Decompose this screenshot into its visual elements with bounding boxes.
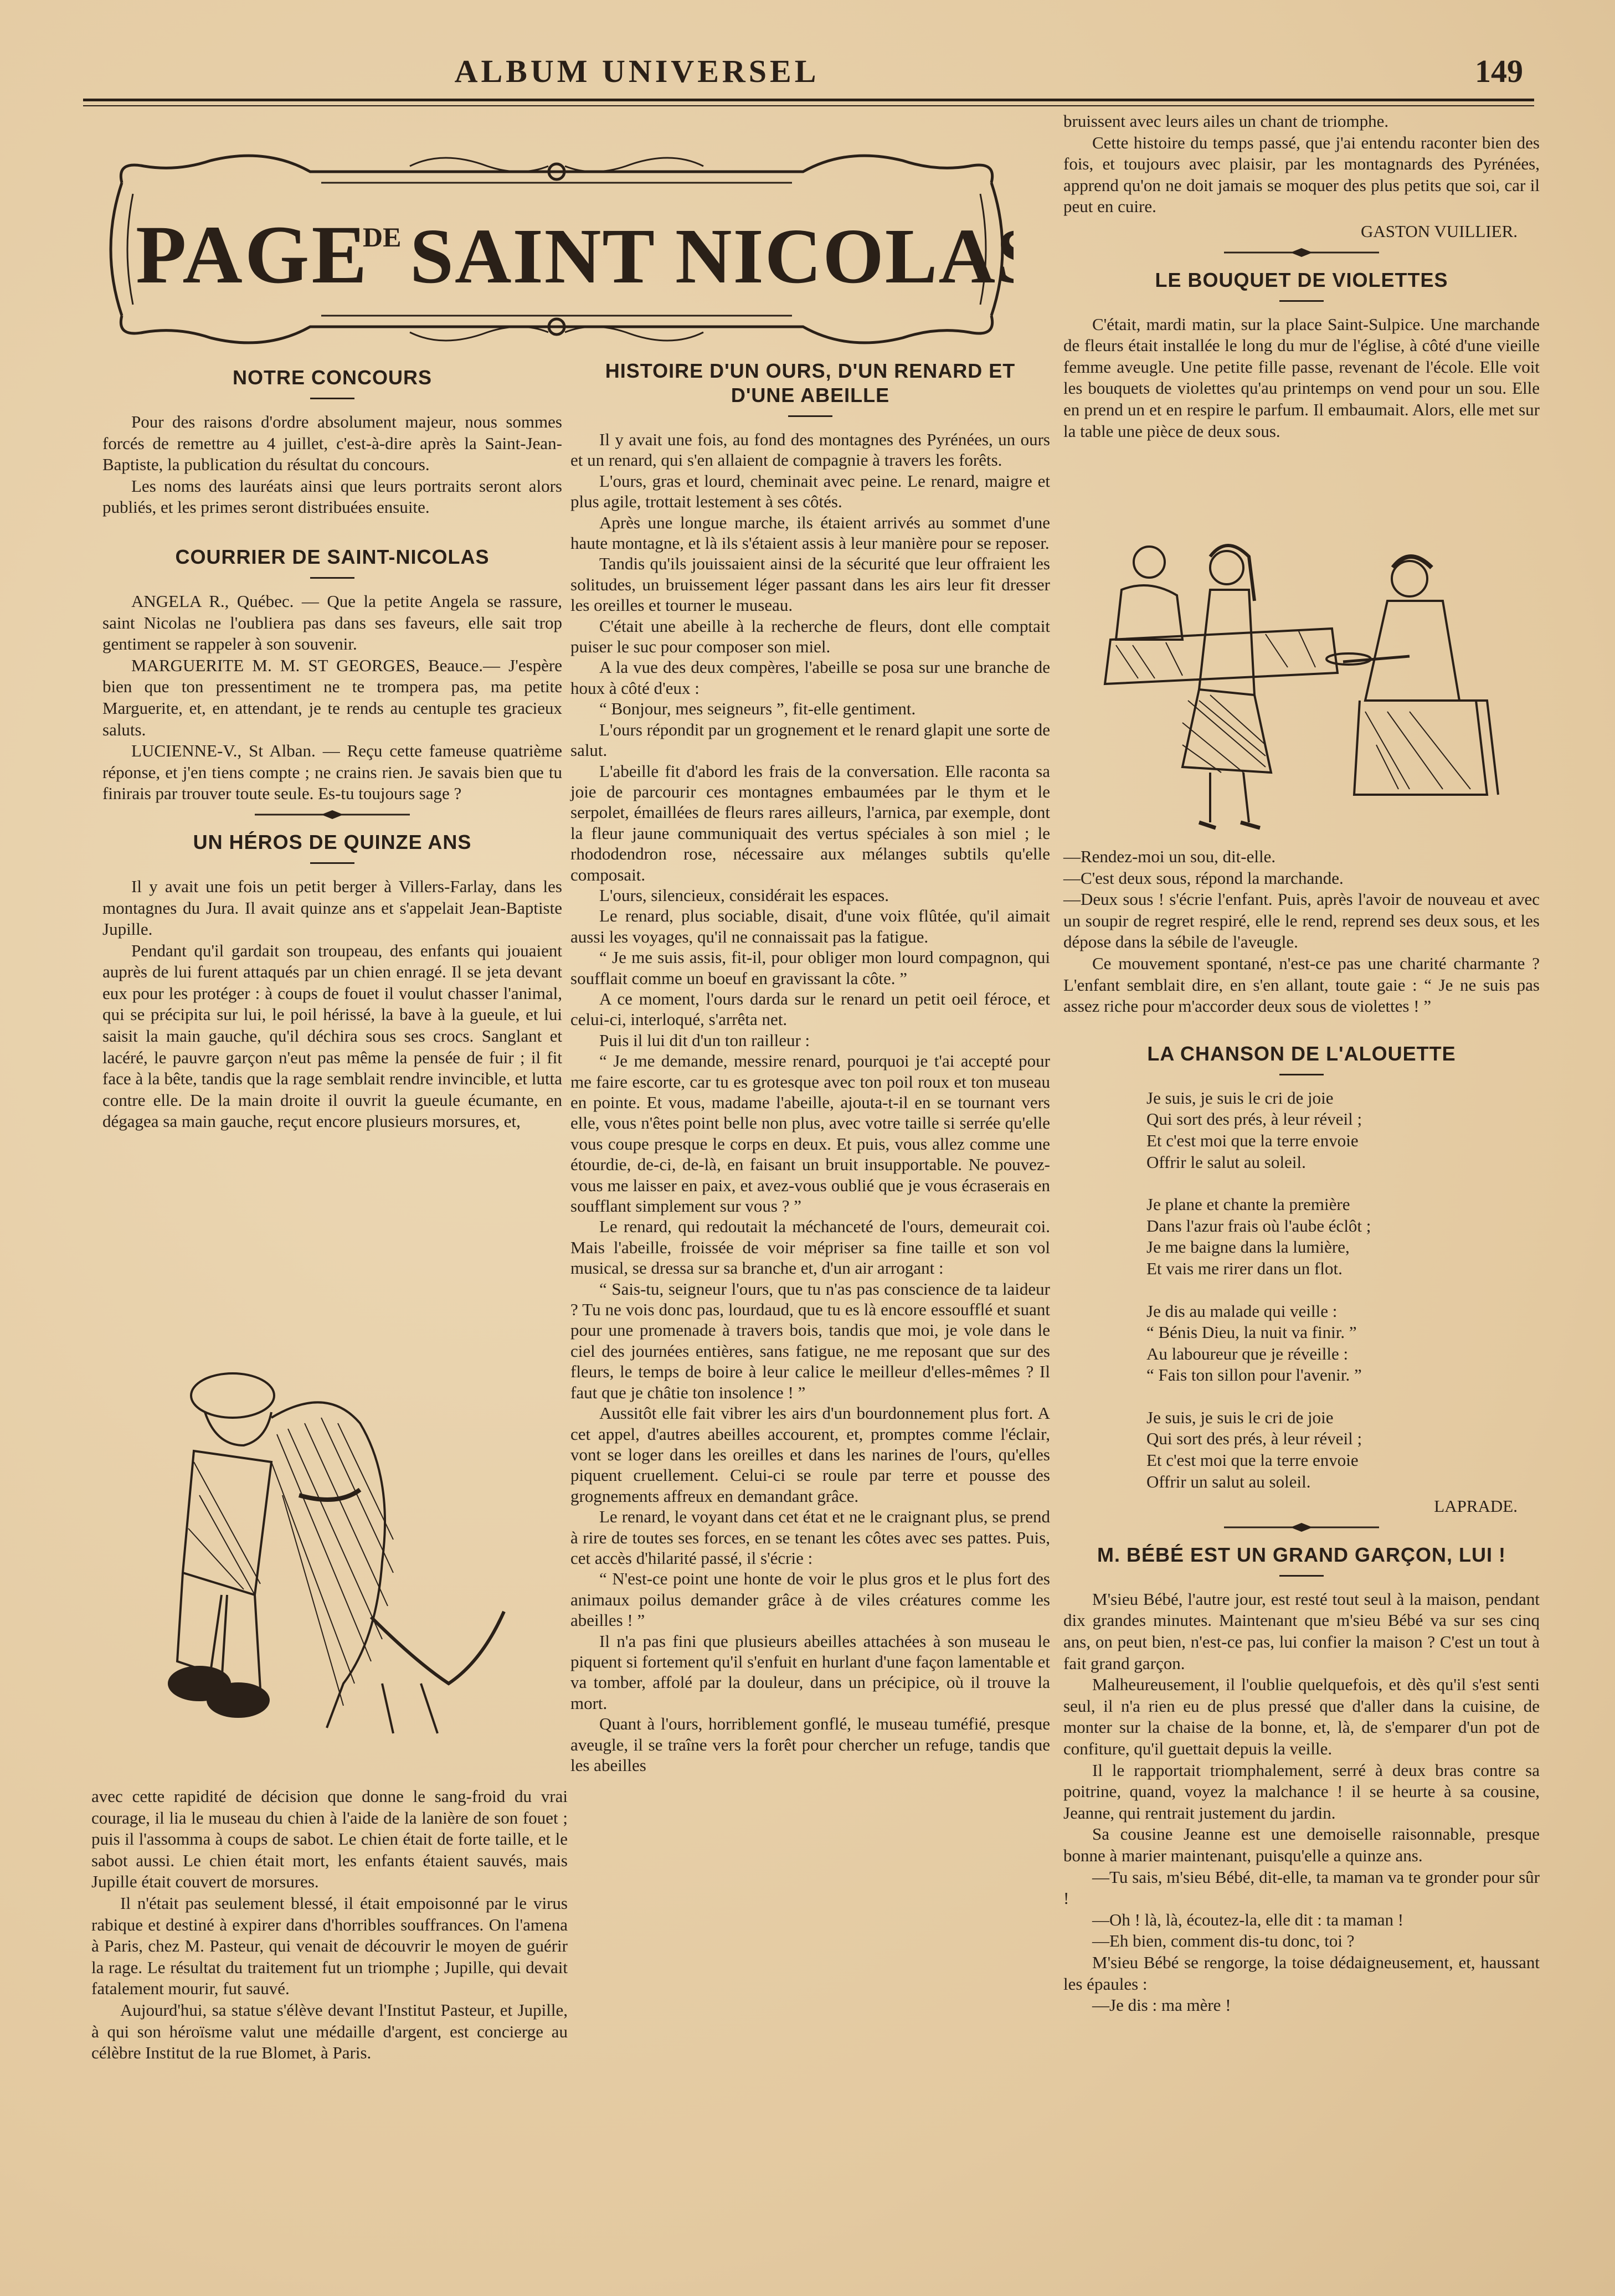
header-rule-thin: [83, 105, 1534, 106]
heading-rule: [1279, 300, 1324, 302]
header-rule-thick: [83, 99, 1534, 101]
author-signature: GASTON VUILLIER.: [1360, 221, 1518, 241]
heading-rule: [1279, 1575, 1324, 1577]
paragraph: Quant à l'ours, horriblement gonflé, le museau tuméfié, presque aveugle, il se traîne vers la forêt pour chercher un refuge, tandis que les abeilles: [570, 1714, 1050, 1775]
paragraph: MARGUERITE M. M. ST GEORGES, Beauce.— J'espère bien que ton pressentiment ne te trompera pas, ma petite Marguerite, et, en attendant, je te rends au centuple tes gracieux saluts.: [102, 655, 562, 739]
paragraph: Le renard, le voyant dans cet état et ne le craignant plus, se prend à rire de toutes ses forces, en se tenant les côtes avec ses pattes. Puis, cet accès d'hilarité passé, il s'écrie :: [570, 1507, 1050, 1568]
section-heading-courrier: COURRIER DE SAINT-NICOLAS: [175, 545, 490, 568]
heading-rule: [788, 415, 832, 417]
paragraph: Il n'a pas fini que plusieurs abeilles attachées à son museau le piquent si fortement qu'il s'enfuit en hurlant d'une façon lamentable et va tomber, affolé par la douleur, dans un précipice, où il trouve la mort.: [570, 1631, 1050, 1713]
paragraph: Aujourd'hui, sa statue s'élève devant l'Institut Pasteur, et Jupille, à qui son héroïsme valut une médaille d'argent, est concierge au célèbre Institut de la rue Blomet, à Paris.: [91, 2000, 568, 2063]
paragraph: “ Bonjour, mes seigneurs ”, fit-elle gentiment.: [599, 699, 916, 719]
paragraph: “ Sais-tu, seigneur l'ours, que tu n'as pas conscience de ta laideur ? Tu ne vois donc pas, lourdaud, que tu es là encore essoufflé et suant pour une promenade à travers bois, tandis que moi, je vole dans le ciel des journées entières, sans fatigue, ne me reposant que sur des fleurs, le temps de boire à leur calice le meilleur d'elles-mêmes ? Il faut que je châtie ton insolence ! ”: [570, 1279, 1050, 1402]
verse-line: “ Fais ton sillon pour l'avenir. ”: [1146, 1365, 1362, 1385]
paragraph: Les noms des lauréats ainsi que leurs portraits seront alors publiés, et les primes seront distribuées ensuite.: [102, 476, 562, 517]
section-heading-bebe: M. BÉBÉ EST UN GRAND GARÇON, LUI !: [1097, 1543, 1506, 1566]
paragraph: A la vue des deux compères, l'abeille se posa sur une branche de houx à côté d'eux :: [570, 657, 1050, 698]
section-heading-concours: NOTRE CONCOURS: [232, 366, 432, 389]
verse-line: Et vais me rirer dans un flot.: [1146, 1258, 1343, 1278]
paragraph: —Tu sais, m'sieu Bébé, dit-elle, ta maman va te gronder pour sûr !: [1063, 1867, 1540, 1908]
verse-line: Offrir le salut au soleil.: [1146, 1152, 1306, 1172]
verse-line: Et c'est moi que la terre envoie: [1146, 1130, 1359, 1150]
paragraph: M'sieu Bébé se rengorge, la toise dédaigneusement, et, haussant les épaules :: [1063, 1952, 1540, 1994]
verse-line: Je me baigne dans la lumière,: [1146, 1237, 1350, 1257]
heading-rule: [310, 862, 354, 864]
verse-line: “ Bénis Dieu, la nuit va finir. ”: [1146, 1322, 1357, 1342]
paragraph: ANGELA R., Québec. — Que la petite Angela se rassure, saint Nicolas ne l'oubliera pas dans ses faveurs, elle sait trop gentiment se rappeler à son souvenir.: [102, 591, 562, 654]
section-heading-violettes: LE BOUQUET DE VIOLETTES: [1155, 268, 1448, 291]
paragraph: L'abeille fit d'abord les frais de la conversation. Elle raconta sa joie de parcourir ces montagnes embaumées par le thym et le serpolet, émaillées de fleurs rares ailleurs, l'arnica, par exemple, dont la fleur jaune communiquait des vertus spéciales à son miel ; le rhododendron rose, nécessaire aux mélanges subtils qu'elle composait.: [570, 761, 1050, 884]
paragraph: C'était, mardi matin, sur la place Saint-Sulpice. Une marchande de fleurs était installée le long du mur de l'église, à côté d'une vieille femme aveugle. Une petite fille passe, revenant de l'école. Elle voit les bouquets de violettes qu'au printemps on vend pour un sou. Elle en prend un et en respire le parfum. Il embaumait. Alors, elle met sur la table une pièce de deux sous.: [1063, 314, 1540, 441]
poem-stanza: [1146, 1407, 1540, 1492]
verse-line: Je plane et chante la première: [1146, 1195, 1350, 1214]
poem-stanza: [1146, 1088, 1540, 1173]
paragraph: Pour des raisons d'ordre absolument majeur, nous sommes forcés de remettre au 4 juillet, c'est-à-dire après la Saint-Jean-Baptiste, la publication du résultat du concours.: [102, 412, 562, 475]
paragraph: Cette histoire du temps passé, que j'ai entendu raconter bien des fois, et toujours avec plaisir, par les montagnards des Pyrénées, apprend qu'on ne doit jamais se moquer des plus petits que soi, car il peut en cuire.: [1063, 132, 1540, 217]
paragraph: “ Je me suis assis, fit-il, pour obliger mon lourd compagnon, qui soufflait comme un boeuf en gravissant la côte. ”: [570, 948, 1050, 988]
paragraph: —Oh ! là, là, écoutez-la, elle dit : ta maman !: [1092, 1909, 1404, 1929]
boy-and-dog-illustration: [161, 1351, 548, 1750]
paragraph: Sa cousine Jeanne est une demoiselle raisonnable, presque bonne à marier maintenant, puisqu'elle a quinze ans.: [1063, 1824, 1540, 1865]
ornamental-divider: [1218, 247, 1385, 258]
paragraph: bruissent avec leurs ailes un chant de triomphe.: [1063, 111, 1389, 131]
column-right-top: [1063, 111, 1540, 442]
paragraph: L'ours, silencieux, considérait les espaces.: [599, 885, 889, 905]
banner-title-right: SAINT NICOLAS: [410, 212, 1014, 300]
section-heading-heros: UN HÉROS DE QUINZE ANS: [193, 830, 472, 853]
paragraph: —Rendez-moi un sou, dit-elle.: [1063, 847, 1276, 866]
banner-title-de: DE: [363, 222, 402, 253]
paragraph: Pendant qu'il gardait son troupeau, des enfants qui jouaient auprès de lui furent attaqués par un chien enragé. Il se jeta devant eux pour les protéger : à coups de fouet il voulut chasser l'animal, qui se précipita sur lui, le poil hérissé, la bave à la gueule, et lui saisit la main gauche, qu'il déchira sous ses crocs. Sanglant et lacéré, le pauvre garçon n'eut pas même la pensée de fuir ; il fit face à la bête, tandis que la rage semblait rendre invincible, et lutta contre elle. De la main droite il ouvrit la gueule écumante, en dégagea sa main gauche, reçut encore plusieurs morsures, et,: [102, 940, 562, 1131]
column-right-bottom: [1063, 846, 1540, 2016]
boy-dog-engraving: [161, 1351, 548, 1750]
verse-line: Dans l'azur frais où l'aube éclôt ;: [1146, 1216, 1371, 1235]
paragraph: C'était une abeille à la recherche de fleurs, dont elle comptait puiser le suc pour composer son miel.: [570, 616, 1050, 657]
section-heading-ours: HISTOIRE D'UN OURS, D'UN RENARD ET D'UNE ABEILLE: [605, 359, 1016, 406]
section-heading-alouette: LA CHANSON DE L'ALOUETTE: [1147, 1042, 1456, 1065]
column-left-bottom: [91, 1786, 568, 2064]
paragraph: —Eh bien, comment dis-tu donc, toi ?: [1092, 1931, 1355, 1951]
paragraph: —Deux sous ! s'écrie l'enfant. Puis, après l'avoir de nouveau et avec un soupir de regret respiré, elle le rend, reprend ses deux sous, et les dépose dans la sébile de l'aveugle.: [1063, 889, 1540, 952]
verse-line: Je suis, je suis le cri de joie: [1146, 1088, 1334, 1108]
verse-line: Je dis au malade qui veille :: [1146, 1301, 1338, 1321]
poem-stanza: [1146, 1301, 1540, 1386]
column-left-top: [102, 365, 562, 1132]
verse-line: Et c'est moi que la terre envoie: [1146, 1450, 1359, 1470]
verse-line: Offrir un salut au soleil.: [1146, 1471, 1311, 1491]
banner-title-left: PAGE: [136, 209, 369, 301]
paragraph: —C'est deux sous, répond la marchande.: [1063, 868, 1344, 888]
author-signature: LAPRADE.: [1434, 1496, 1518, 1516]
paragraph: L'ours répondit par un grognement et le renard glapit une sorte de salut.: [570, 719, 1050, 760]
paragraph: L'ours, gras et lourd, cheminait avec peine. Le renard, maigre et plus agile, trottait lestement à ses côtés.: [570, 471, 1050, 512]
paragraph: A ce moment, l'ours darda sur le renard un petit oeil féroce, et celui-ci, interloqué, s'arrêta net.: [570, 989, 1050, 1029]
ornamental-divider: [1218, 1522, 1385, 1533]
paragraph: “ N'est-ce point une honte de voir le plus gros et le plus fort des animaux poilus demander grâce à de viles créatures comme les abeilles ! ”: [570, 1569, 1050, 1630]
journal-title: ALBUM UNIVERSEL: [454, 53, 820, 89]
ornamental-divider: [249, 809, 415, 820]
paragraph: Le renard, qui redoutait la méchanceté de l'ours, demeurait coi. Mais l'abeille, froissée de voir mépriser sa fine taille et son vol musical, se dressa sur sa branche et, d'un air arrogant :: [570, 1217, 1050, 1278]
heading-rule: [1279, 1074, 1324, 1075]
poem: [1063, 1088, 1540, 1493]
page-number: 149: [1475, 53, 1523, 89]
paragraph: Puis il lui dit d'un ton railleur :: [599, 1030, 810, 1050]
paragraph: Il y avait une fois un petit berger à Villers-Farlay, dans les montagnes du Jura. Il avait quinze ans et s'appelait Jean-Baptiste Jupille.: [102, 876, 562, 939]
heading-rule: [310, 577, 354, 579]
flower-seller-engraving: [1099, 534, 1509, 839]
paragraph: Après une longue marche, ils étaient arrivés au sommet d'une haute montagne, et là ils s'étaient assis à leur manière pour se reposer.: [570, 512, 1050, 553]
verse-line: Au laboureur que je réveille :: [1146, 1343, 1349, 1363]
paragraph: Tandis qu'ils jouissaient ainsi de la sécurité que leur offraient les solitudes, un bruissement léger passant dans les airs leur fit dresser les oreilles et tourner le museau.: [570, 554, 1050, 615]
heading-rule: [310, 398, 354, 399]
paragraph: Le renard, plus sociable, disait, d'une voix flûtée, qu'il aimait aussi les voyages, qu'il ne connaissait pas la fatigue.: [570, 906, 1050, 946]
paragraph: Ce mouvement spontané, n'est-ce pas une charité charmante ? L'enfant semblait dire, en s'en allant, toute gaie : “ Je ne suis pas assez riche pour m'accorder deux sous de violettes ! ”: [1063, 953, 1540, 1016]
paragraph: Il y avait une fois, au fond des montagnes des Pyrénées, un ours et un renard, qui s'en allaient de compagnie à travers les forêts.: [570, 430, 1050, 470]
paragraph: avec cette rapidité de décision que donne le sang-froid du vrai courage, il lia le museau du chien à l'aide de la lanière de son fouet ; puis il l'assomma à coups de sabot. Le chien était de forte taille, et le sabot aussi. Le chien était mort, les enfants étaient sauvés, mais Jupille était couvert de morsures.: [91, 1787, 568, 1892]
paragraph: —Je dis : ma mère !: [1092, 1995, 1231, 2015]
running-head: [83, 53, 1523, 102]
paragraph: Il n'était pas seulement blessé, il était empoisonné par le virus rabique et destiné à expirer dans d'horribles souffrances. On l'amena à Paris, chez M. Pasteur, qui venait de découvrir le moyen de guérir la rage. Le résultat du traitement fut un triomphe ; Jupille, qui devait fatalement mourir, fut sauvé.: [91, 1893, 568, 1999]
paragraph: Malheureusement, il l'oublie quelquefois, et dès qu'il s'est senti seul, il n'a rien eu de plus pressé que d'aller dans la cuisine, de monter sur la chaise de la bonne, et, là, de s'emparer d'un pot de confiture, qu'il guettait depuis la veille.: [1063, 1675, 1540, 1758]
paragraph: Aussitôt elle fait vibrer les airs d'un bourdonnement plus fort. A cet appel, d'autres abeilles accourent, et, promptes comme l'éclair, vont se loger dans les oreilles et dans les narines de l'ours, qu'elles piquent cruellement. Celui-ci se roule par terre et pousse des grognements affreux en demandant grâce.: [570, 1403, 1050, 1506]
column-middle: [570, 359, 1050, 1775]
paragraph: Il le rapportait triomphalement, serré à deux bras contre sa poitrine, quand, voyez la malchance ! il se heurte à sa cousine, Jeanne, qui rentrait justement du jardin.: [1063, 1760, 1540, 1823]
verse-line: Je suis, je suis le cri de joie: [1146, 1407, 1334, 1427]
verse-line: Qui sort des prés, à leur réveil ;: [1146, 1429, 1362, 1449]
banner-frame: [100, 150, 1014, 349]
paragraph: M'sieu Bébé, l'autre jour, est resté tout seul à la maison, pendant dix grandes minutes. Maintenant que m'sieu Bébé va sur ses cinq ans, on peut bien, n'est-ce pas, lui confier la maison ? C'est un tout à fait grand garçon.: [1063, 1589, 1540, 1673]
flower-seller-illustration: [1099, 534, 1509, 839]
verse-line: Qui sort des prés, à leur réveil ;: [1146, 1109, 1362, 1129]
page-banner: [100, 150, 1014, 349]
paragraph: LUCIENNE-V., St Alban. — Reçu cette fameuse quatrième réponse, et j'en tiens compte ; ne crains rien. Je savais bien que tu finirais par trouver toute seule. Es-tu toujours sage ?: [102, 741, 562, 804]
paragraph: “ Je me demande, messire renard, pourquoi je t'ai accepté pour me faire escorte, car tu es grotesque avec ton poil roux et ton museau en pointe. Et vous, madame l'abeille, ajouta-t-il en se tournant vers elle, vous n'êtes point belle non plus, avec votre taille si serrée qu'elle vous coupe presque le corps en deux. Et puis, vous allez comme une étourdie, de-ci, de-là, en faisant un bruit insupportable. Ne pouvez-vous me laisser en paix, et avez-vous oublié que je vous écraserais en soufflant simplement sur vous ? ”: [570, 1051, 1050, 1216]
poem-stanza: [1146, 1194, 1540, 1279]
